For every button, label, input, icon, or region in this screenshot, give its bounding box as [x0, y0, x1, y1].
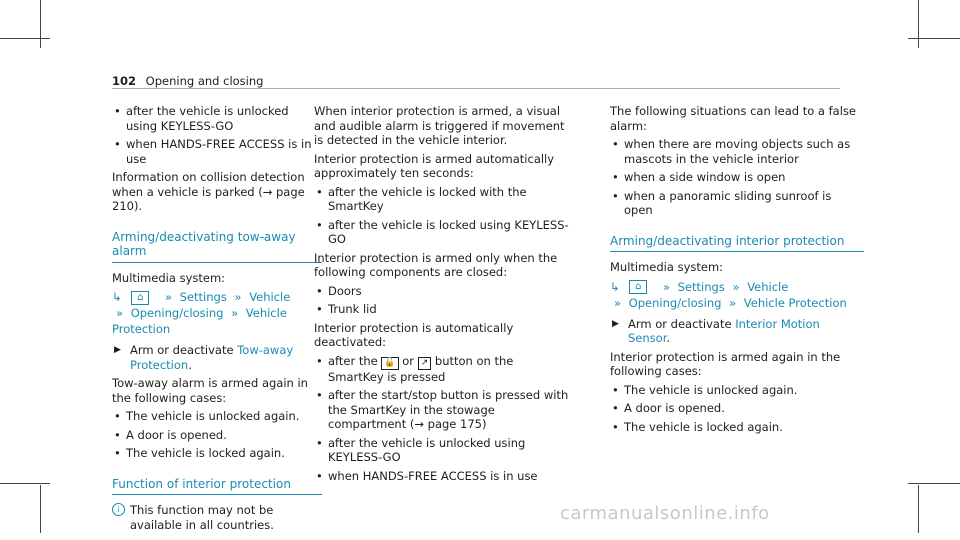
list-item: • Doors: [314, 284, 570, 299]
path-settings[interactable]: Settings: [179, 290, 227, 304]
info-icon: i: [112, 503, 125, 516]
text: after the: [328, 353, 378, 368]
page-header: [112, 74, 263, 88]
chevron-right-icon: »: [662, 279, 670, 294]
path-opening-closing[interactable]: Opening/closing: [130, 306, 224, 320]
crop-mark: [40, 0, 41, 48]
list-item: • The vehicle is locked again.: [112, 446, 322, 461]
list-item: • The vehicle is unlocked again.: [112, 409, 322, 424]
chevron-right-icon: »: [729, 295, 737, 310]
crop-mark: [908, 483, 960, 484]
rearm-text: Tow-away alarm is armed again in the following cases:: [112, 376, 308, 405]
chevron-right-icon: »: [234, 290, 242, 304]
list-item: [314, 354, 570, 385]
auto-arm-text: Interior protection is armed automatically approximately ten seconds:: [314, 151, 555, 180]
action-text: Arm or deactivate: [130, 343, 234, 357]
list-item: • after the vehicle is locked with the SmartKey: [314, 185, 570, 214]
header-rule: [112, 88, 840, 89]
chevron-right-icon: »: [164, 290, 172, 304]
action-step: [610, 317, 860, 346]
list-item: • when there are moving objects such as mascots in the vehicle interior: [610, 137, 860, 166]
list-item: • when a panoramic sliding sunroof is open: [610, 189, 860, 218]
chevron-right-icon: »: [231, 306, 239, 320]
tow-away-protection-link[interactable]: Tow-away Protection: [130, 343, 294, 372]
action-text: Arm or deactivate: [628, 316, 732, 331]
list-item: • after the vehicle is unlocked using KEYLESS-GO: [112, 104, 322, 133]
text: or: [402, 353, 415, 368]
action-suffix: .: [666, 331, 671, 345]
column-left: [112, 104, 322, 540]
crop-mark: [918, 0, 919, 48]
crop-mark: [0, 38, 50, 39]
path-vehicle-protection[interactable]: Vehicle Protection: [112, 306, 287, 336]
closed-components-text: Interior protection is armed only when the following components are closed:: [314, 250, 558, 279]
page-number: 102: [112, 74, 137, 88]
crop-mark: [918, 485, 919, 533]
section-title-interior-function: Function of interior protection: [112, 477, 322, 496]
list-item: • A door is opened.: [610, 401, 860, 416]
multimedia-label: Multimedia system:: [610, 260, 724, 274]
note-text: This function may not be available in all countries.: [130, 503, 274, 532]
chevron-right-icon: »: [614, 295, 622, 310]
unlock-icon: 🔓: [381, 357, 398, 370]
column-right: [610, 104, 860, 438]
path-vehicle[interactable]: Vehicle: [747, 279, 789, 294]
intro-text: When interior protection is armed, a visual and audible alarm is triggered if movement is detected in the vehicle interior.: [314, 104, 565, 147]
path-settings[interactable]: Settings: [677, 279, 725, 294]
section-title-tow-away: Arming/deactivating tow-away alarm: [112, 230, 322, 263]
availability-note: [112, 503, 322, 532]
rearm-text: Interior protection is armed again in the following cases:: [610, 349, 841, 378]
trunk-icon: ↗: [418, 357, 432, 370]
list-item: • The vehicle is unlocked again.: [610, 383, 860, 398]
chapter-title: Opening and closing: [145, 74, 264, 88]
column-middle: [314, 104, 570, 487]
list-item: • after the vehicle is locked using KEYLESS-GO: [314, 218, 570, 247]
chevron-right-icon: »: [116, 306, 124, 320]
list-item: • after the vehicle is unlocked using KEYLESS-GO: [314, 436, 570, 465]
list-item: • when a side window is open: [610, 170, 860, 185]
path-arrow-icon: ↳: [112, 290, 122, 304]
section-title-interior-arming: Arming/deactivating interior protection: [610, 234, 864, 253]
crop-mark: [908, 38, 960, 39]
home-icon[interactable]: ⌂: [629, 280, 647, 294]
deactivated-text: Interior protection is automatically deactivated:: [314, 320, 514, 349]
list-item: • The vehicle is locked again.: [610, 420, 860, 435]
list-item: • after the start/stop button is pressed with the SmartKey in the stowage compartment (→ page 175): [314, 388, 570, 432]
crop-mark: [0, 483, 50, 484]
list-item: • when HANDS-FREE ACCESS is in use: [314, 469, 570, 484]
action-suffix: .: [188, 357, 192, 372]
path-vehicle-protection[interactable]: Vehicle Protection: [743, 295, 847, 310]
home-icon[interactable]: ⌂: [131, 291, 149, 305]
multimedia-label: Multimedia system:: [112, 270, 226, 285]
path-vehicle[interactable]: Vehicle: [249, 290, 291, 304]
false-alarm-text: The following situations can lead to a false alarm:: [610, 104, 856, 133]
path-arrow-icon: ↳: [610, 279, 620, 294]
menu-path: [112, 289, 322, 337]
interior-motion-sensor-link[interactable]: Interior Motion Sensor: [628, 316, 820, 345]
watermark: carmanualsonline.info: [560, 503, 770, 524]
list-item: • Trunk lid: [314, 302, 570, 317]
list-item: • when HANDS-FREE ACCESS is in use: [112, 137, 322, 166]
crop-mark: [40, 485, 41, 533]
action-step: [112, 343, 322, 372]
list-item: • A door is opened.: [112, 428, 322, 443]
menu-path: [610, 279, 860, 311]
chevron-right-icon: »: [732, 279, 740, 294]
collision-info: Information on collision detection when a vehicle is parked (→ page 210).: [112, 170, 305, 213]
path-opening-closing[interactable]: Opening/closing: [628, 295, 722, 310]
text: button on the SmartKey is pressed: [328, 353, 514, 384]
